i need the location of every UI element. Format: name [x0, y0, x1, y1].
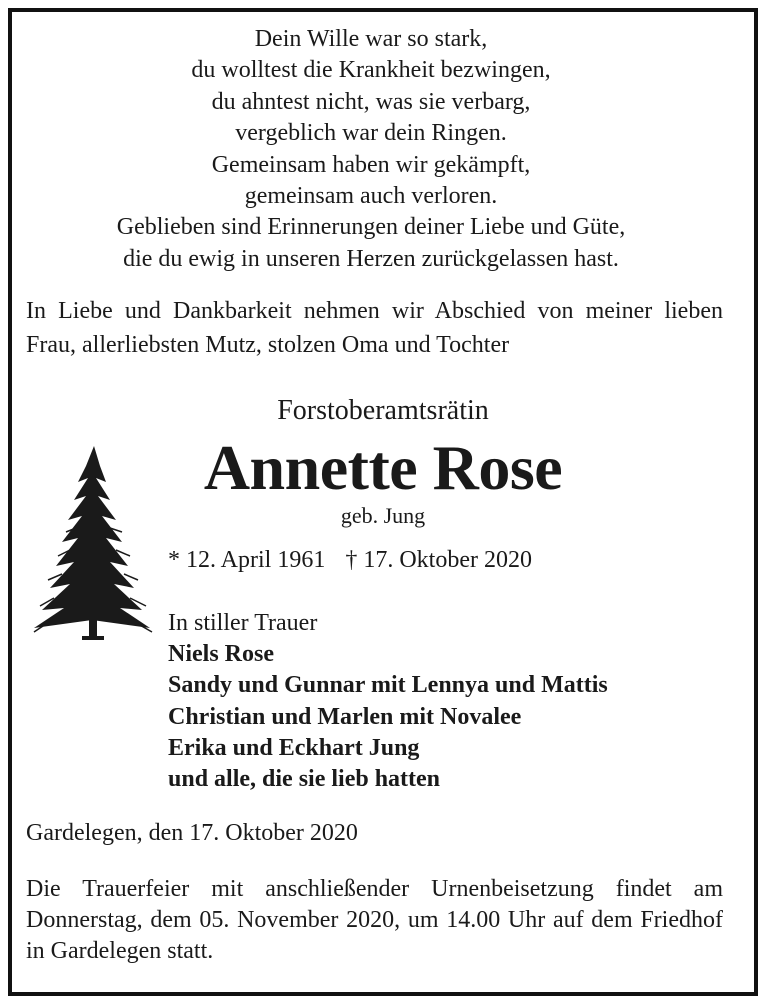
poem-line: gemeinsam auch verloren.	[244, 183, 498, 210]
mourners-heading: In stiller Trauer	[168, 610, 318, 636]
mourner-name: und alle, die sie lieb hatten	[168, 766, 441, 793]
poem-line: du ahntest nicht, was sie verbarg,	[211, 88, 531, 115]
intro-text: In Liebe und Dankbarkeit nehmen wir Abschied von meiner lieben Frau, allerliebsten Mutz, stolzen Oma und Tochter	[26, 298, 723, 358]
deceased-name: Annette Rose	[203, 432, 563, 503]
life-dates	[168, 544, 532, 576]
poem-line: Dein Wille war so stark,	[254, 26, 488, 52]
poem-line: die du ewig in unseren Herzen zurückgelassen hast.	[123, 245, 619, 272]
poem-line: vergeblich war dein Ringen.	[235, 120, 507, 147]
birth-date: * 12. April 1961	[168, 547, 326, 573]
poem-line: du wolltest die Krankheit bezwingen,	[191, 57, 551, 84]
mourner-name: Niels Rose	[168, 641, 274, 668]
place-date: Gardelegen, den 17. Oktober 2020	[26, 820, 358, 846]
mourner-name: Erika und Eckhart Jung	[168, 734, 420, 761]
poem-line: Gemeinsam haben wir gekämpft,	[211, 151, 531, 178]
ceremony-info: Die Trauerfeier mit anschließender Urnenbeisetzung findet am Donnerstag, dem 05. November 2020, um 14.00 Uhr auf dem Friedhof in Gardelegen statt.	[26, 876, 723, 964]
fir-tree-icon	[26, 438, 158, 648]
poem	[0, 24, 742, 275]
professional-title: Forstoberamtsrätin	[277, 395, 489, 426]
death-date: † 17. Oktober 2020	[345, 547, 532, 573]
mourners-block	[168, 608, 608, 795]
mourner-name: Sandy und Gunnar mit Lennya und Mattis	[168, 672, 608, 699]
birth-name: geb. Jung	[340, 503, 426, 528]
mourner-name: Christian und Marlen mit Novalee	[168, 703, 522, 730]
poem-line: Geblieben sind Erinnerungen deiner Liebe und Güte,	[116, 214, 626, 241]
